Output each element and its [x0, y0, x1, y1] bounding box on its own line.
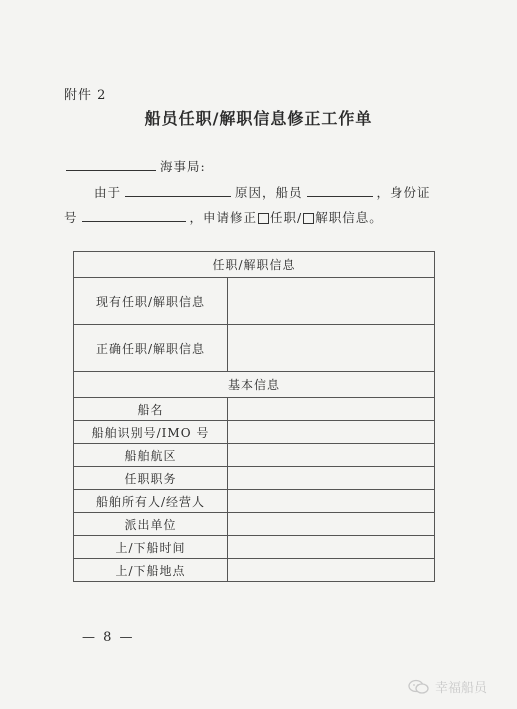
- correct-info-label: 正确任职/解职信息: [74, 325, 228, 372]
- page-number: — 8 —: [82, 630, 135, 645]
- row-value-cell[interactable]: [228, 421, 435, 444]
- id-line: [64, 208, 383, 226]
- dismissal-checkbox[interactable]: [303, 213, 314, 224]
- row-value-cell[interactable]: [228, 559, 435, 582]
- reason-line: [94, 183, 431, 201]
- dismissal-option-label: 解职信息。: [315, 210, 383, 225]
- row-value-cell[interactable]: [228, 444, 435, 467]
- current-info-label: 现有任职/解职信息: [74, 278, 228, 325]
- reason-prefix: 由于: [94, 185, 122, 200]
- id-prefix: 号: [64, 210, 78, 225]
- reason-blank[interactable]: [125, 184, 231, 197]
- row-label: 船名: [74, 398, 228, 421]
- document-title: 船员任职/解职信息修正工作单: [144, 109, 373, 128]
- agency-blank[interactable]: [66, 158, 156, 171]
- watermark: [408, 677, 487, 696]
- row-value-cell[interactable]: [228, 490, 435, 513]
- appointment-checkbox[interactable]: [258, 213, 269, 224]
- row-value-cell[interactable]: [228, 513, 435, 536]
- row-label: 派出单位: [74, 513, 228, 536]
- section-header-basic: 基本信息: [74, 372, 435, 398]
- row-label: 任职职务: [74, 467, 228, 490]
- attachment-label: 附件 2: [64, 88, 107, 103]
- apply-text: ，申请修正: [189, 210, 258, 225]
- row-value-cell[interactable]: [228, 398, 435, 421]
- section-header-appointment: 任职/解职信息: [74, 252, 435, 278]
- row-label: 上/下船地点: [74, 559, 228, 582]
- current-info-cell[interactable]: [228, 278, 435, 325]
- reason-suffix: 原因，船员: [235, 185, 303, 200]
- row-label: 上/下船时间: [74, 536, 228, 559]
- watermark-text: 幸福船员: [435, 681, 488, 696]
- row-label: 船舶识别号/IMO 号: [74, 421, 228, 444]
- agency-line: [66, 157, 206, 175]
- agency-suffix: 海事局:: [160, 159, 206, 174]
- row-label: 船舶所有人/经营人: [74, 490, 228, 513]
- row-value-cell[interactable]: [228, 467, 435, 490]
- correct-info-cell[interactable]: [228, 325, 435, 372]
- wechat-icon: [408, 679, 430, 695]
- correction-form-table: [73, 251, 435, 582]
- id-label: ，身份证: [376, 185, 431, 200]
- row-value-cell[interactable]: [228, 536, 435, 559]
- id-number-blank[interactable]: [82, 209, 186, 222]
- seafarer-name-blank[interactable]: [307, 184, 373, 197]
- row-label: 船舶航区: [74, 444, 228, 467]
- appointment-option-label: 任职/: [270, 210, 303, 225]
